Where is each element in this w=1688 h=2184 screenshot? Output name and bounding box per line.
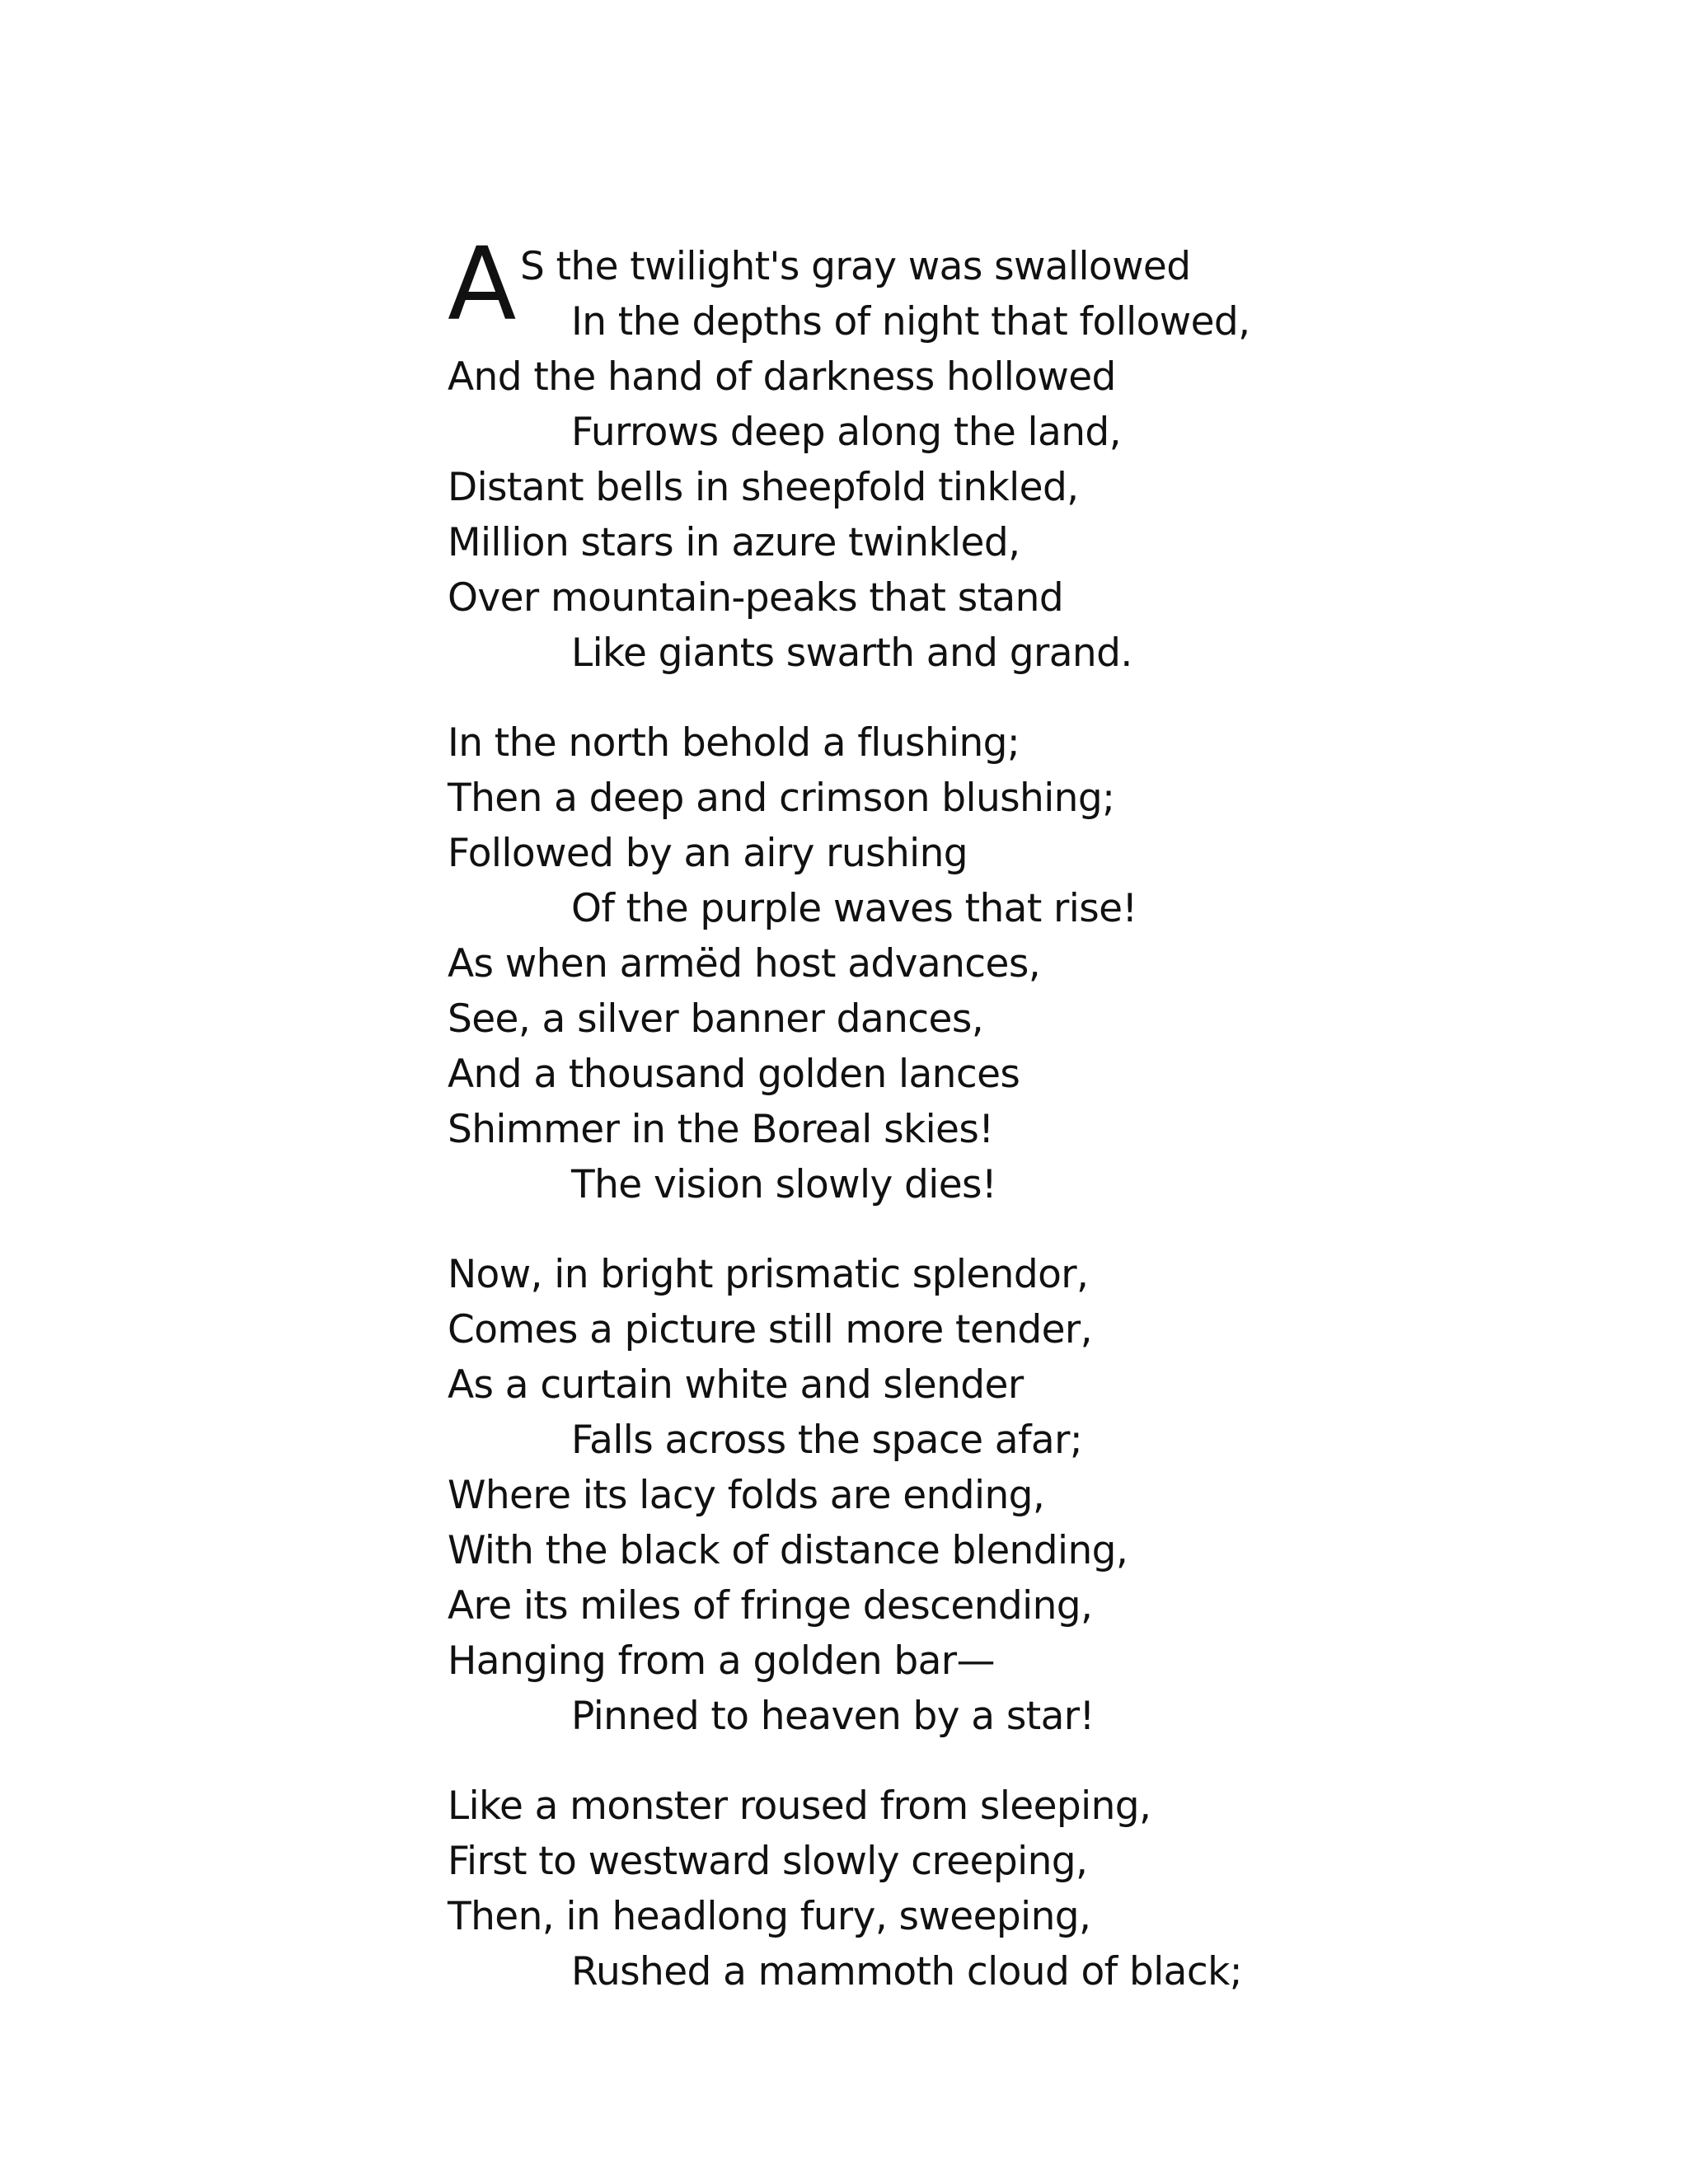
poem-line: Of the purple waves that rise!: [571, 886, 1137, 931]
poem-line: Like giants swarth and grand.: [571, 630, 1132, 676]
poem-line: Where its lacy folds are ending,: [448, 1473, 1045, 1518]
poem-line: First to westward slowly creeping,: [448, 1839, 1088, 1884]
poem-line-text: S the twilight's gray was swallowed: [520, 244, 1191, 289]
poem-line: Comes a picture still more tender,: [448, 1307, 1092, 1352]
poem-body: [448, 226, 1354, 1994]
stanza-4: [448, 1779, 1354, 1999]
poem-line: The vision slowly dies!: [571, 1162, 997, 1207]
poem-line-clipped: Rushed a mammoth cloud of black;: [571, 1949, 1242, 1994]
poem-line: Furrows deep along the land,: [571, 410, 1121, 455]
poem-line: Then a deep and crimson blushing;: [448, 776, 1115, 821]
poem-line: And the hand of darkness hollowed: [448, 354, 1116, 400]
poem-line: As when armëd host advances,: [448, 941, 1041, 987]
poem-line: As a curtain white and slender: [448, 1362, 1024, 1408]
poem-line: Then, in headlong fury, sweeping,: [448, 1894, 1091, 1939]
poem-line: Followed by an airy rushing: [448, 831, 968, 876]
poem-line: Now, in bright prismatic splendor,: [448, 1252, 1089, 1297]
stanza-1: [448, 226, 1354, 681]
poem-line: In the north behold a flushing;: [448, 720, 1020, 766]
poem-line: In the depths of night that followed,: [571, 299, 1250, 344]
stanza-3: [448, 1247, 1354, 1744]
poem-line: Million stars in azure twinkled,: [448, 520, 1020, 565]
poem-line: Distant bells in sheepfold tinkled,: [448, 465, 1079, 510]
poem-line: Hanging from a golden bar—: [448, 1638, 995, 1684]
stanza-2: [448, 715, 1354, 1212]
poem-line: Shimmer in the Boreal skies!: [448, 1107, 994, 1152]
poem-line: And a thousand golden lances: [448, 1052, 1020, 1097]
poem-line: Falls across the space afar;: [571, 1418, 1083, 1463]
poem-line: Pinned to heaven by a star!: [571, 1694, 1095, 1739]
poem-line: Like a monster roused from sleeping,: [448, 1783, 1151, 1829]
drop-cap: A: [448, 226, 516, 343]
poem-line: With the black of distance blending,: [448, 1528, 1128, 1573]
poem-line: Are its miles of fringe descending,: [448, 1583, 1093, 1629]
poem-line: See, a silver banner dances,: [448, 996, 984, 1042]
poem-line: Over mountain-peaks that stand: [448, 575, 1064, 621]
